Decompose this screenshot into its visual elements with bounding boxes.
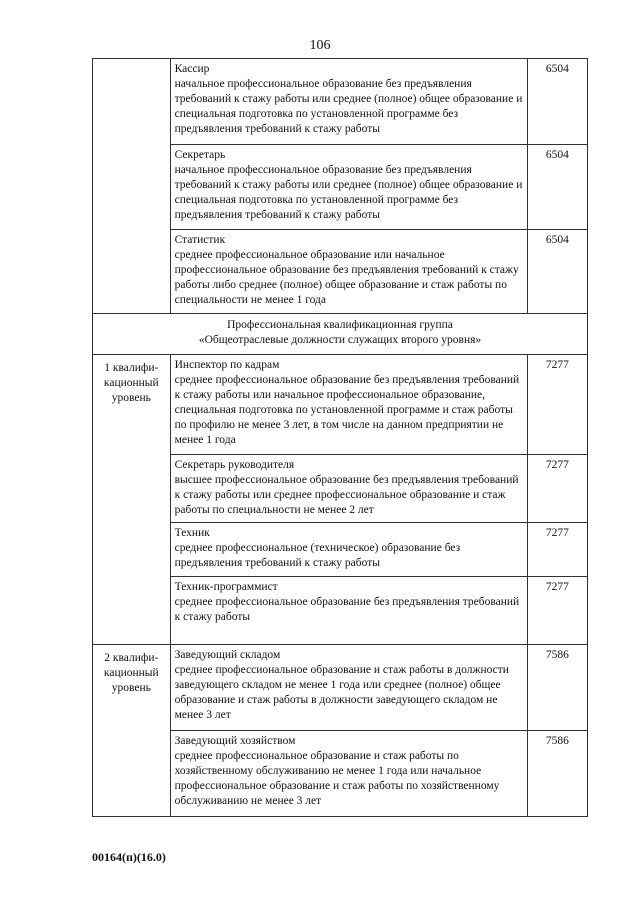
qualification-level-2: 2 квалифи-кационный уровень bbox=[93, 645, 171, 817]
position-title: Техник-программист bbox=[174, 581, 278, 593]
level-cell-empty bbox=[93, 59, 171, 314]
qualification-level-1: 1 квалифи-кационный уровень bbox=[93, 355, 171, 645]
position-cell bbox=[170, 577, 527, 645]
salary-value: 7277 bbox=[527, 577, 587, 645]
salary-value: 7277 bbox=[527, 455, 587, 523]
page-number: 106 bbox=[309, 38, 331, 53]
position-requirements: среднее профессиональное образование или начальное профессиональное образование без предъявления требований к стажу работы либо среднее (полное) общее образование и стаж работы по специальности не менее 1 года bbox=[174, 249, 519, 306]
position-requirements: среднее профессиональное образование и стаж работы по хозяйственному обслуживанию не менее 1 года или начальное профессиональное образование и стаж работы по хозяйственному обслуживанию не менее 3 лет bbox=[174, 750, 500, 807]
position-cell bbox=[170, 355, 527, 455]
position-requirements: начальное профессиональное образование без предъявления требований к стажу работы или среднее (полное) общее образование и специальная подготовка по установленной программе без предъявления требований к стажу работы bbox=[174, 78, 523, 135]
position-title: Секретарь руководителя bbox=[174, 459, 295, 471]
table-row bbox=[93, 59, 588, 145]
group-header bbox=[93, 314, 588, 355]
position-requirements: среднее профессиональное образование без предъявления требований к стажу работы или начальное профессиональное образование, специальная подготовка по установленной программе и стаж работы по профилю не менее 3 лет, в том числе на данном предприятии не менее 1 года bbox=[174, 374, 520, 446]
position-cell bbox=[170, 523, 527, 577]
position-requirements: среднее профессиональное образование без предъявления требований к стажу работы bbox=[174, 596, 520, 623]
position-title: Техник bbox=[174, 527, 210, 539]
positions-table bbox=[92, 58, 588, 817]
position-cell bbox=[170, 731, 527, 817]
salary-value: 6504 bbox=[527, 59, 587, 145]
position-title: Инспектор по кадрам bbox=[174, 359, 280, 371]
position-requirements: начальное профессиональное образование без предъявления требований к стажу работы или среднее (полное) общее образование и специальная подготовка по установленной программе без предъявления требований к стажу работы bbox=[174, 164, 523, 221]
position-requirements: среднее профессиональное образование и стаж работы в должности заведующего складом не менее 1 года или среднее (полное) общее образование и стаж работы в должности заведующего складом не менее 3 лет bbox=[174, 664, 509, 721]
salary-value: 6504 bbox=[527, 230, 587, 314]
position-cell bbox=[170, 59, 527, 145]
table-row bbox=[93, 355, 588, 455]
position-cell bbox=[170, 455, 527, 523]
salary-value: 6504 bbox=[527, 145, 587, 230]
position-title: Заведующий хозяйством bbox=[174, 735, 296, 747]
position-requirements: среднее профессиональное (техническое) образование без предъявления требований к стажу работы bbox=[174, 542, 461, 569]
position-title: Кассир bbox=[174, 63, 210, 75]
group-header-row bbox=[93, 314, 588, 355]
document-code: 00164(п)(16.0) bbox=[92, 850, 166, 864]
position-requirements: высшее профессиональное образование без предъявления требований к стажу работы или среднее профессиональное образование и стаж работы по специальности не менее 2 лет bbox=[174, 474, 519, 516]
position-title: Секретарь bbox=[174, 149, 226, 161]
position-cell bbox=[170, 145, 527, 230]
position-title: Статистик bbox=[174, 234, 226, 246]
salary-value: 7586 bbox=[527, 731, 587, 817]
position-title: Заведующий складом bbox=[174, 649, 281, 661]
position-cell bbox=[170, 645, 527, 731]
salary-value: 7277 bbox=[527, 355, 587, 455]
group-header-line1: Профессиональная квалификационная группа bbox=[227, 319, 453, 331]
table-row bbox=[93, 645, 588, 731]
salary-value: 7586 bbox=[527, 645, 587, 731]
position-cell bbox=[170, 230, 527, 314]
salary-value: 7277 bbox=[527, 523, 587, 577]
group-header-line2: «Общеотраслевые должности служащих второго уровня» bbox=[198, 334, 482, 346]
